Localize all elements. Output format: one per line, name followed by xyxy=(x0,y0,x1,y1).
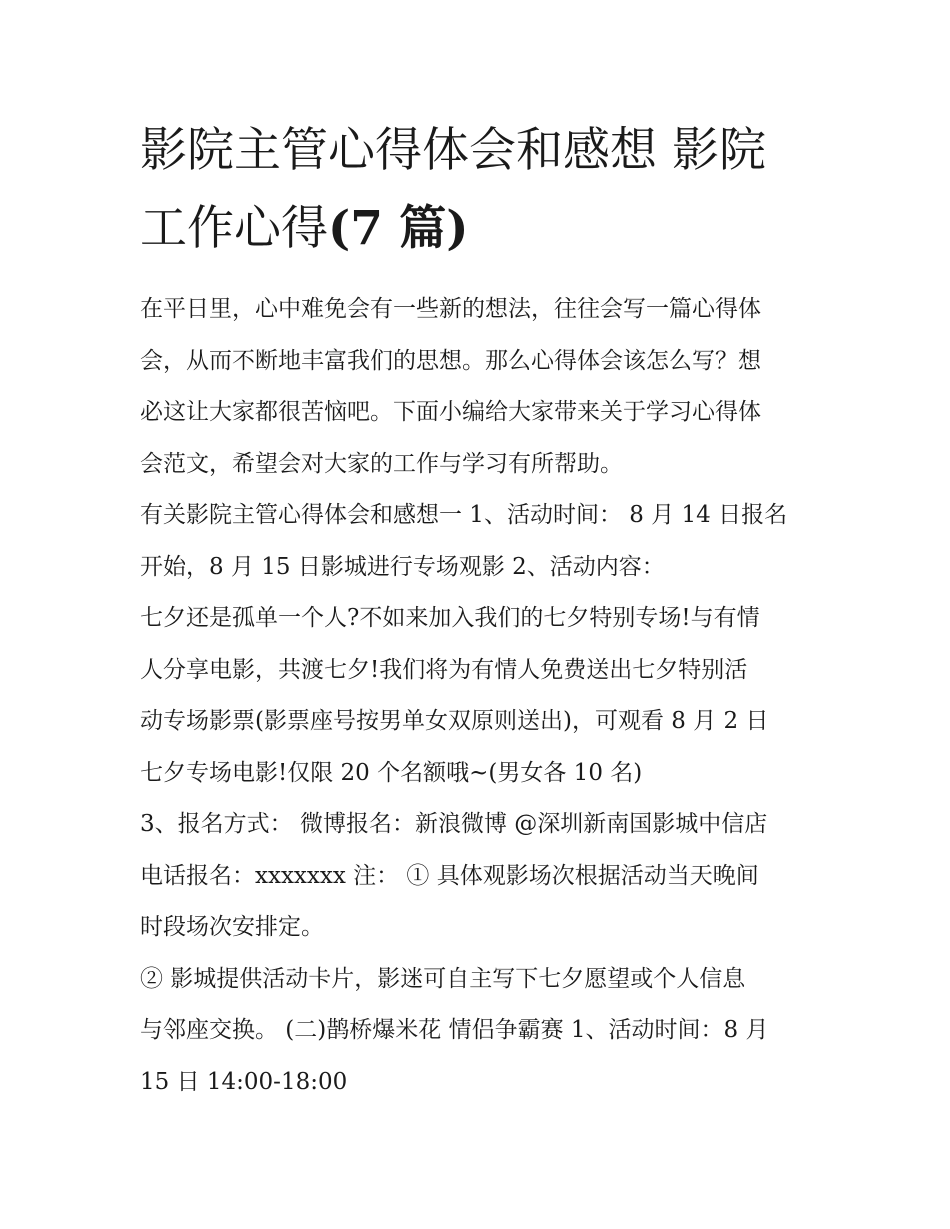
paragraph-signup xyxy=(140,799,815,954)
text-line: 开始，8 月 15 日影城进行专场观影 2、活动内容： xyxy=(140,553,665,580)
title-line-1: 影院主管心得体会和感想 影院 xyxy=(140,123,766,178)
text-line: 人分享电影，共渡七夕!我们将为有情人免费送出七夕特别活 xyxy=(140,656,748,683)
text-line: 会范文，希望会对大家的工作与学习有所帮助。 xyxy=(140,450,623,477)
text-line: 七夕专场电影!仅限 20 个名额哦~(男女各 10 名) xyxy=(140,759,643,786)
paragraph-intro xyxy=(140,284,815,490)
text-line: 时段场次安排定。 xyxy=(140,914,324,940)
paragraph-cards xyxy=(140,954,815,1109)
text-line: 与邻座交换。 (二)鹊桥爆米花 情侣争霸赛 1、活动时间：8 月 xyxy=(140,1017,769,1043)
text-line: 七夕还是孤单一个人?不如来加入我们的七夕特别专场!与有情 xyxy=(140,605,760,631)
text-line: 3、报名方式： 微博报名：新浪微博 @深圳新南国影城中信店 xyxy=(140,811,768,837)
title-line-2-count: (7 篇) xyxy=(328,201,469,256)
text-line: ② 影城提供活动卡片，影迷可自主写下七夕愿望或个人信息 xyxy=(140,965,746,992)
text-line: 会，从而不断地丰富我们的思想。那么心得体会该怎么写？想 xyxy=(140,347,761,374)
text-line: 动专场影票(影票座号按男单女双原则送出)，可观看 8 月 2 日 xyxy=(140,708,769,734)
text-line: 在平日里，心中难免会有一些新的想法，往往会写一篇心得体 xyxy=(140,296,761,322)
document-title xyxy=(140,112,815,268)
title-line-2-text: 工作心得 xyxy=(140,201,328,256)
document-body xyxy=(140,284,815,1108)
paragraph-activity-content xyxy=(140,593,815,799)
document-page xyxy=(140,112,815,1108)
title-line-2 xyxy=(140,190,815,268)
text-line: 15 日 14:00-18:00 xyxy=(140,1068,348,1095)
text-line: 有关影院主管心得体会和感想一 1、活动时间： 8 月 14 日报名 xyxy=(140,502,788,528)
text-line: 必这让大家都很苦恼吧。下面小编给大家带来关于学习心得体 xyxy=(140,399,761,425)
text-line: 电话报名：xxxxxxx 注： ① 具体观影场次根据活动当天晚间 xyxy=(140,862,759,889)
paragraph-activity-time xyxy=(140,490,815,593)
